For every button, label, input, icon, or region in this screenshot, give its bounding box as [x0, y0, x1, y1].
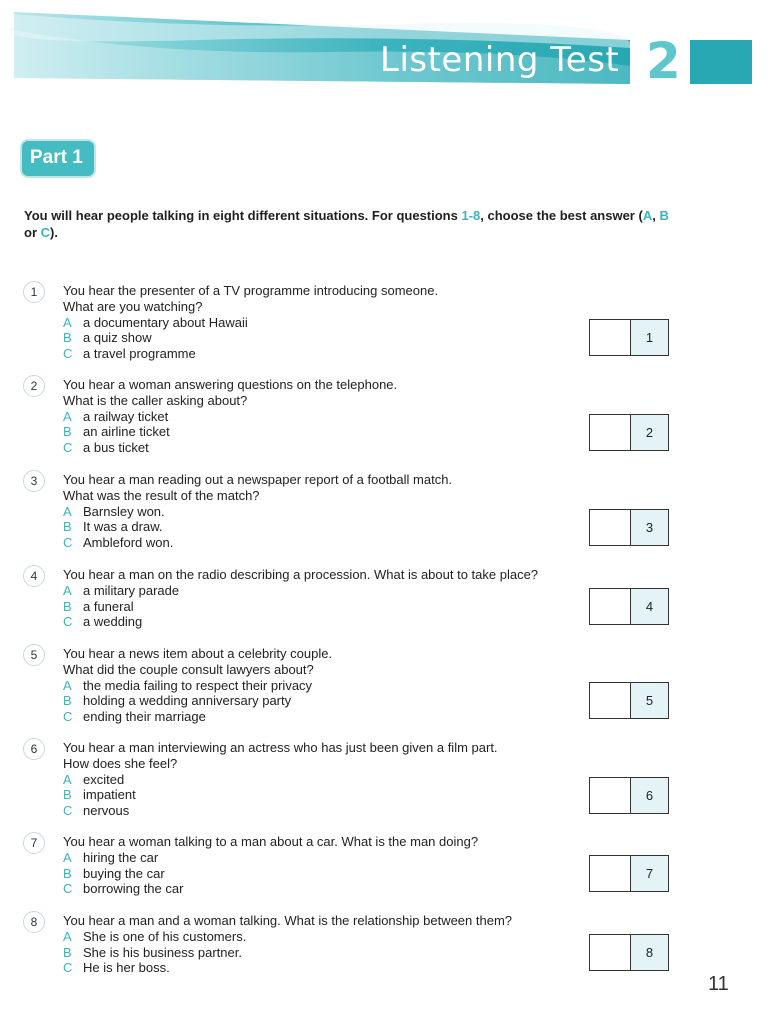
- option-text: Barnsley won.: [83, 503, 165, 519]
- option-a: [63, 409, 603, 425]
- option-a: [63, 929, 603, 945]
- question-stem: What is the caller asking about?: [63, 392, 248, 408]
- header-banner: [0, 0, 768, 100]
- option-letter: C: [63, 709, 73, 725]
- option-b: [63, 945, 603, 961]
- option-letter: C: [63, 803, 73, 819]
- answer-box: [589, 319, 669, 356]
- question-stem: How does she feel?: [63, 755, 178, 771]
- question-number: 1: [23, 281, 45, 303]
- question-content: [63, 913, 603, 976]
- option-text: nervous: [83, 803, 130, 819]
- question-content: [63, 472, 603, 551]
- answer-box: [589, 934, 669, 971]
- option-text: a travel programme: [83, 346, 196, 362]
- option-letter: C: [63, 614, 73, 630]
- answer-input[interactable]: [590, 856, 631, 891]
- instructions-option-c: C: [40, 225, 51, 240]
- instructions-text-3: ).: [50, 225, 58, 240]
- answer-box-label: 6: [631, 778, 668, 813]
- option-letter: C: [63, 535, 73, 551]
- option-letter: A: [63, 503, 72, 519]
- test-number: 2: [646, 32, 681, 90]
- option-text: a wedding: [83, 614, 143, 630]
- option-c: [63, 614, 603, 630]
- option-text: a railway ticket: [83, 408, 169, 424]
- option-letter: B: [63, 424, 72, 440]
- answer-box-label: 8: [631, 935, 668, 970]
- option-b: [63, 787, 603, 803]
- option-c: [63, 960, 603, 976]
- option-text: a military parade: [83, 582, 180, 598]
- option-text: She is his business partner.: [83, 944, 242, 960]
- option-letter: A: [63, 928, 72, 944]
- answer-box-label: 5: [631, 683, 668, 718]
- answer-input[interactable]: [590, 589, 631, 624]
- question-content: [63, 567, 603, 630]
- option-text: a bus ticket: [83, 440, 149, 456]
- option-text: a quiz show: [83, 330, 152, 346]
- option-letter: C: [63, 960, 73, 976]
- answer-input[interactable]: [590, 415, 631, 450]
- answer-box-label: 2: [631, 415, 668, 450]
- question-stem: You hear a man on the radio describing a procession. What is about to take place?: [63, 567, 539, 582]
- question-number: 7: [23, 832, 45, 854]
- answer-box-label: 1: [631, 320, 668, 355]
- question-stem: What did the couple consult lawyers about?: [63, 661, 314, 677]
- option-text: She is one of his customers.: [83, 928, 247, 944]
- question-stem: You hear a man reading out a newspaper report of a football match.: [63, 472, 453, 487]
- instructions-separator: ,: [652, 208, 660, 223]
- question-content: [63, 646, 603, 725]
- option-letter: B: [63, 787, 72, 803]
- option-letter: A: [63, 677, 72, 693]
- question-stem: You hear a woman talking to a man about a car. What is the man doing?: [63, 834, 479, 849]
- option-text: a documentary about Hawaii: [83, 314, 248, 330]
- option-text: ending their marriage: [83, 709, 206, 725]
- question-stem: You hear a news item about a celebrity couple.: [63, 646, 333, 661]
- option-text: It was a draw.: [83, 519, 163, 535]
- option-text: Ambleford won.: [83, 535, 174, 551]
- question-stem: What was the result of the match?: [63, 487, 260, 503]
- answer-box-label: 4: [631, 589, 668, 624]
- option-text: impatient: [83, 787, 136, 803]
- option-c: [63, 803, 603, 819]
- instructions-text-1: You will hear people talking in eight different situations. For questions: [24, 208, 462, 223]
- question-stem: You hear a man interviewing an actress who has just been given a film part.: [63, 740, 498, 755]
- answer-input[interactable]: [590, 320, 631, 355]
- option-letter: B: [63, 598, 72, 614]
- option-text: hiring the car: [83, 849, 159, 865]
- question-number: 4: [23, 565, 45, 587]
- instructions-option-a: A: [642, 208, 653, 223]
- option-letter: B: [63, 330, 72, 346]
- option-text: He is her boss.: [83, 960, 170, 976]
- question-stem: What are you watching?: [63, 298, 203, 314]
- option-a: [63, 315, 603, 331]
- option-b: [63, 866, 603, 882]
- answer-input[interactable]: [590, 935, 631, 970]
- option-letter: B: [63, 865, 72, 881]
- option-a: [63, 850, 603, 866]
- question-stem: You hear the presenter of a TV programme introducing someone.: [63, 283, 439, 298]
- question-content: [63, 740, 603, 819]
- option-letter: A: [63, 314, 72, 330]
- option-b: [63, 519, 603, 535]
- option-text: a funeral: [83, 598, 134, 614]
- option-a: [63, 583, 603, 599]
- answer-input[interactable]: [590, 778, 631, 813]
- option-letter: C: [63, 881, 73, 897]
- answer-box: [589, 414, 669, 451]
- answer-box: [589, 855, 669, 892]
- option-letter: C: [63, 346, 73, 362]
- instructions-separator: or: [24, 225, 41, 240]
- option-c: [63, 709, 603, 725]
- option-c: [63, 535, 603, 551]
- option-b: [63, 599, 603, 615]
- option-c: [63, 881, 603, 897]
- question-stem: You hear a man and a woman talking. What is the relationship between them?: [63, 913, 513, 928]
- answer-input[interactable]: [590, 683, 631, 718]
- answer-box-label: 7: [631, 856, 668, 891]
- option-letter: B: [63, 944, 72, 960]
- option-letter: B: [63, 693, 72, 709]
- answer-box: [589, 509, 669, 546]
- answer-box: [589, 777, 669, 814]
- option-text: borrowing the car: [83, 881, 184, 897]
- test-title: Listening Test: [380, 40, 620, 80]
- option-letter: C: [63, 440, 73, 456]
- option-letter: A: [63, 849, 72, 865]
- option-letter: A: [63, 771, 72, 787]
- option-letter: A: [63, 408, 72, 424]
- question-content: [63, 834, 603, 897]
- option-b: [63, 693, 603, 709]
- option-c: [63, 346, 603, 362]
- question-number: 2: [23, 375, 45, 397]
- option-text: the media failing to respect their privacy: [83, 677, 313, 693]
- instructions-text-2: , choose the best answer (: [480, 208, 643, 223]
- question-stem: You hear a woman answering questions on the telephone.: [63, 377, 398, 392]
- question-content: [63, 283, 603, 362]
- question-number: 5: [23, 644, 45, 666]
- option-text: excited: [83, 771, 125, 787]
- answer-box: [589, 682, 669, 719]
- question-number: 6: [23, 738, 45, 760]
- question-number: 3: [23, 470, 45, 492]
- question-content: [63, 377, 603, 456]
- option-a: [63, 772, 603, 788]
- part-badge: [22, 141, 94, 176]
- option-a: [63, 678, 603, 694]
- answer-box-label: 3: [631, 510, 668, 545]
- option-letter: A: [63, 582, 72, 598]
- option-letter: B: [63, 519, 72, 535]
- answer-box: [589, 588, 669, 625]
- option-b: [63, 330, 603, 346]
- part-label: Part 1: [30, 147, 83, 168]
- option-text: buying the car: [83, 865, 165, 881]
- instructions-option-b: B: [659, 208, 669, 223]
- option-text: holding a wedding anniversary party: [83, 693, 292, 709]
- instructions-range: 1-8: [461, 208, 481, 223]
- page-number: 11: [708, 973, 729, 995]
- option-b: [63, 424, 603, 440]
- option-a: [63, 504, 603, 520]
- question-number: 8: [23, 911, 45, 933]
- option-c: [63, 440, 603, 456]
- instructions: [24, 207, 674, 241]
- answer-input[interactable]: [590, 510, 631, 545]
- option-text: an airline ticket: [83, 424, 170, 440]
